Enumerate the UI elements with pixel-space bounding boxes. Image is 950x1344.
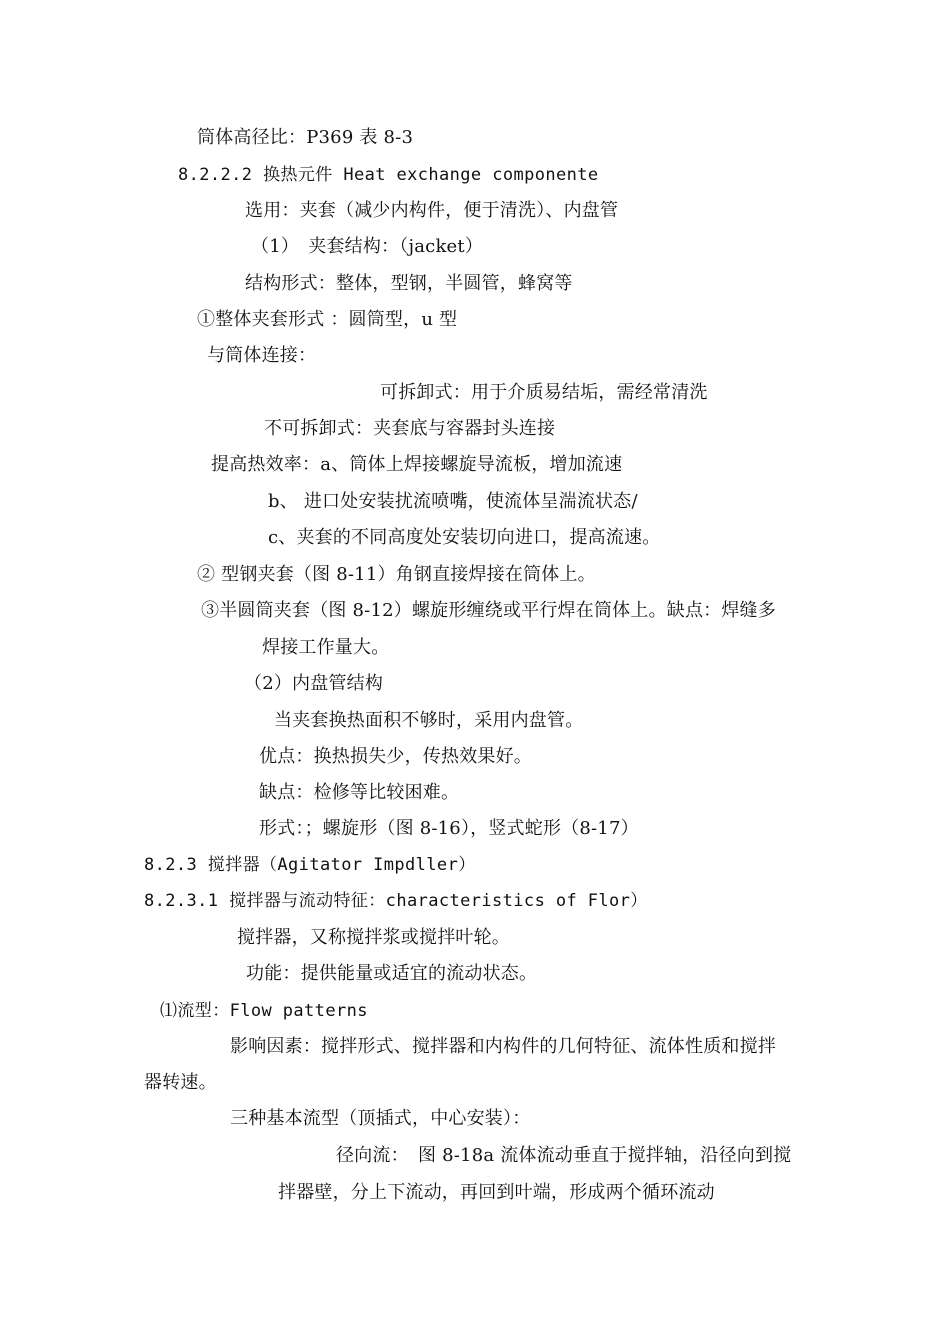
text-line-selection: 选用：夹套（减少内构件，便于清洗）、内盘管	[245, 200, 619, 221]
subheading-jacket-structure: （1） 夹套结构：（jacket）	[251, 236, 484, 257]
text-line-influencing-factors: 影响因素：搅拌形式、搅拌器和内构件的几何特征、流体性质和搅拌	[230, 1036, 776, 1057]
text-line-efficiency-a: 提高热效率：a、筒体上焊接螺旋导流板，增加流速	[211, 454, 623, 475]
text-line-non-removable: 不可拆卸式：夹套底与容器封头连接	[264, 418, 556, 439]
text-line-efficiency-c: c、夹套的不同高度处安装切向进口，提高流速。	[268, 527, 661, 548]
text-line-rotation-speed: 器转速。	[144, 1072, 217, 1093]
text-line-connection: 与筒体连接：	[207, 345, 317, 366]
text-line-radial-flow-cont: 拌器壁，分上下流动，再回到叶端，形成两个循环流动	[278, 1182, 715, 1203]
subheading-inner-coil: （2）内盘管结构	[244, 673, 384, 694]
section-heading-8-2-3-1: 8.2.3.1 搅拌器与流动特征：characteristics of Flor）	[144, 891, 648, 911]
text-line-efficiency-b: b、 进口处安装扰流喷嘴，使流体呈湍流状态/	[268, 491, 638, 512]
text-line-disadvantages: 缺点：检修等比较困难。	[259, 782, 460, 803]
text-line-forms: 形式：；螺旋形（图 8-16），竖式蛇形（8-17）	[259, 818, 639, 839]
text-line-integral-jacket: ①整体夹套形式 ：圆筒型，u 型	[197, 309, 458, 330]
text-line-welding-work: 焊接工作量大。	[262, 637, 390, 658]
text-line-removable: 可拆卸式：用于介质易结垢，需经常清洗	[380, 382, 708, 403]
text-line-aspect-ratio: 筒体高径比：P369 表 8-3	[197, 127, 414, 148]
text-line-radial-flow: 径向流： 图 8-18a 流体流动垂直于搅拌轴，沿径向到搅	[336, 1145, 792, 1166]
text-line-inner-coil-usage: 当夹套换热面积不够时，采用内盘管。	[274, 710, 584, 731]
text-line-section-steel-jacket: ② 型钢夹套（图 8-11）角钢直接焊接在筒体上。	[197, 564, 596, 585]
text-line-agitator-definition: 搅拌器，又称搅拌浆或搅拌叶轮。	[237, 927, 510, 948]
section-heading-8-2-2-2: 8.2.2.2 换热元件 Heat exchange componente	[178, 165, 599, 185]
text-line-advantages: 优点：换热损失少，传热效果好。	[259, 746, 532, 767]
text-line-function: 功能：提供能量或适宜的流动状态。	[246, 963, 538, 984]
text-line-half-pipe-jacket: ③半圆筒夹套（图 8-12）螺旋形缠绕或平行焊在筒体上。缺点：焊缝多	[201, 600, 776, 621]
section-heading-8-2-3: 8.2.3 搅拌器（Agitator Impdller）	[144, 855, 476, 875]
subheading-flow-patterns: ⑴流型：Flow patterns	[160, 1001, 368, 1021]
text-line-structure-forms: 结构形式：整体，型钢，半圆管，蜂窝等	[245, 273, 573, 294]
text-line-three-flow-types: 三种基本流型（顶插式，中心安装）：	[230, 1108, 531, 1129]
